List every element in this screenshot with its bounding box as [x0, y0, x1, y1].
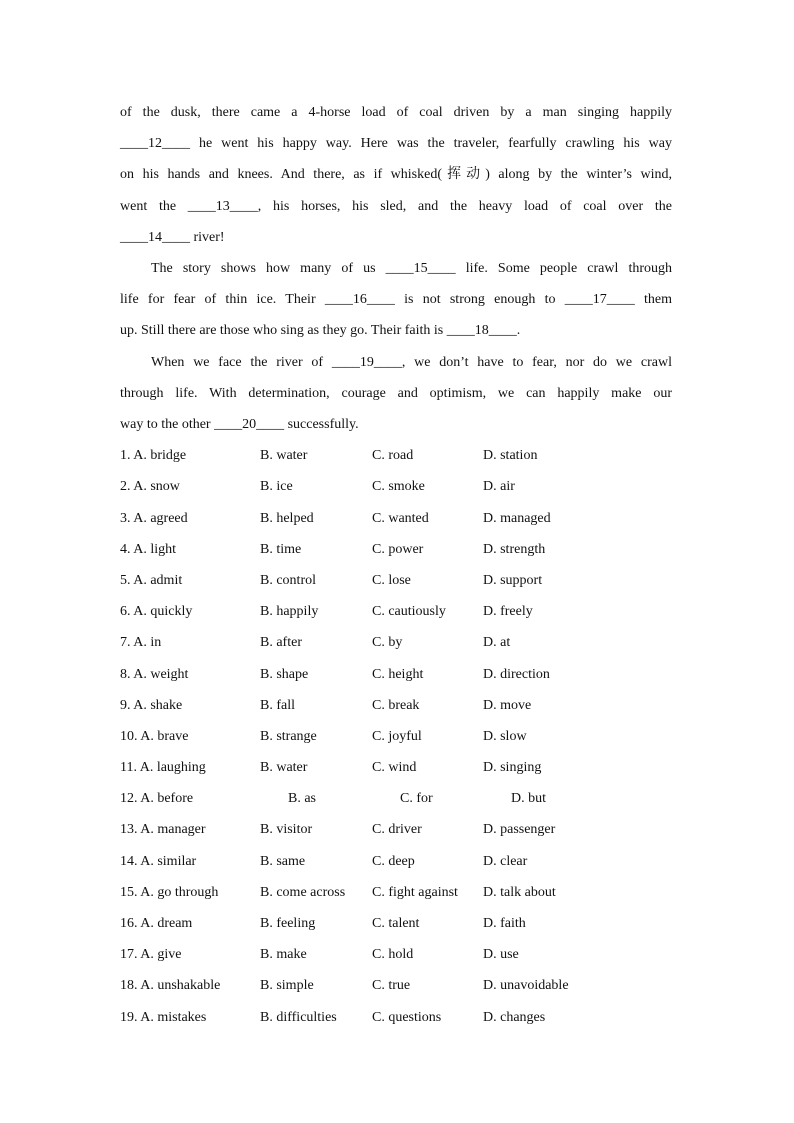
option-c: C. break — [372, 697, 420, 713]
passage-line: When we face the river of ____19____, we don’t have to fear, nor do we crawl — [151, 354, 672, 370]
option-a: 2. A. snow — [120, 479, 180, 495]
option-c: C. true — [372, 978, 411, 994]
option-d: D. use — [483, 947, 519, 963]
option-c: C. hold — [372, 947, 414, 963]
passage-line: ____14____ river! — [120, 229, 225, 245]
option-b: B. time — [260, 541, 302, 557]
option-d: D. but — [511, 791, 546, 807]
passage-paragraph-1 — [120, 97, 672, 253]
option-d: D. station — [483, 448, 538, 464]
question-row — [120, 783, 672, 814]
option-b: B. water — [260, 448, 308, 464]
option-d: D. slow — [483, 728, 527, 744]
option-a: 14. A. similar — [120, 853, 197, 869]
option-d: D. singing — [483, 760, 542, 776]
option-d: D. managed — [483, 510, 551, 526]
option-b: B. as — [288, 791, 316, 807]
option-d: D. air — [483, 479, 515, 495]
passage-paragraph-3 — [120, 347, 672, 441]
option-b: B. shape — [260, 666, 309, 682]
option-d: D. unavoidable — [483, 978, 569, 994]
option-a: 10. A. brave — [120, 728, 189, 744]
option-b: B. same — [260, 853, 306, 869]
option-a: 5. A. admit — [120, 572, 183, 588]
option-c: C. driver — [372, 822, 422, 838]
option-d: D. clear — [483, 853, 528, 869]
question-row — [120, 1002, 672, 1033]
passage-line: went the ____13____, his horses, his sled, and the heavy load of coal over the — [120, 198, 672, 214]
option-a: 9. A. shake — [120, 697, 183, 713]
question-row — [120, 503, 672, 534]
option-a: 12. A. before — [120, 791, 194, 807]
option-c: C. wind — [372, 760, 417, 776]
question-row — [120, 471, 672, 502]
option-d: D. talk about — [483, 884, 556, 900]
option-a: 8. A. weight — [120, 666, 189, 682]
option-b: B. strange — [260, 728, 317, 744]
option-d: D. changes — [483, 1009, 546, 1025]
option-c: C. cautiously — [372, 604, 446, 620]
question-row — [120, 596, 672, 627]
option-b: B. difficulties — [260, 1009, 337, 1025]
question-row — [120, 627, 672, 658]
option-b: B. visitor — [260, 822, 313, 838]
option-b: B. fall — [260, 697, 295, 713]
option-b: B. simple — [260, 978, 314, 994]
option-a: 16. A. dream — [120, 916, 193, 932]
option-d: D. move — [483, 697, 532, 713]
question-row — [120, 752, 672, 783]
option-b: B. happily — [260, 604, 319, 620]
option-c: C. height — [372, 666, 424, 682]
option-c: C. talent — [372, 916, 420, 932]
option-c: C. deep — [372, 853, 415, 869]
option-b: B. come across — [260, 884, 346, 900]
question-row — [120, 877, 672, 908]
option-d: D. freely — [483, 604, 533, 620]
question-row — [120, 908, 672, 939]
passage-line: of the dusk, there came a 4-horse load of coal driven by a man singing happily — [120, 105, 672, 120]
option-b: B. control — [260, 572, 316, 588]
option-b: B. make — [260, 947, 307, 963]
option-a: 17. A. give — [120, 947, 182, 963]
question-row — [120, 721, 672, 752]
question-options-list — [120, 440, 672, 1033]
option-d: D. support — [483, 572, 543, 588]
option-a: 18. A. unshakable — [120, 978, 221, 994]
option-a: 6. A. quickly — [120, 604, 193, 620]
option-b: B. helped — [260, 510, 314, 526]
question-row — [120, 846, 672, 877]
option-a: 13. A. manager — [120, 822, 206, 838]
passage-line: on his hands and knees. And there, as if whisked(挥动) along by the winter’s wind, — [120, 167, 672, 183]
option-a: 4. A. light — [120, 541, 177, 557]
option-c: C. wanted — [372, 510, 429, 526]
passage-line: through life. With determination, courage and optimism, we can happily make our — [120, 385, 672, 401]
question-row — [120, 440, 672, 471]
question-row — [120, 970, 672, 1001]
question-row — [120, 565, 672, 596]
option-d: D. strength — [483, 541, 546, 557]
option-c: C. smoke — [372, 479, 425, 495]
option-b: B. feeling — [260, 916, 316, 932]
option-a: 3. A. agreed — [120, 510, 188, 526]
passage-line: way to the other ____20____ successfully. — [120, 417, 359, 433]
option-a: 15. A. go through — [120, 884, 219, 900]
question-row — [120, 534, 672, 565]
option-b: B. after — [260, 635, 302, 651]
passage-line: life for fear of thin ice. Their ____16____ is not strong enough to ____17____ them — [120, 292, 672, 308]
option-d: D. direction — [483, 666, 550, 682]
document-page — [120, 97, 672, 1033]
option-d: D. passenger — [483, 822, 556, 838]
option-d: D. at — [483, 635, 511, 651]
option-c: C. joyful — [372, 728, 422, 744]
passage-line: ____12____ he went his happy way. Here was the traveler, fearfully crawling his way — [120, 136, 672, 152]
option-c: C. questions — [372, 1009, 442, 1025]
option-a: 11. A. laughing — [120, 760, 206, 776]
option-c: C. by — [372, 635, 403, 651]
option-d: D. faith — [483, 916, 526, 932]
question-row — [120, 939, 672, 970]
passage-paragraph-2 — [120, 253, 672, 347]
passage-line: The story shows how many of us ____15____ life. Some people crawl through — [151, 261, 672, 277]
option-c: C. road — [372, 448, 414, 464]
question-row — [120, 814, 672, 845]
option-c: C. for — [400, 791, 433, 807]
option-a: 7. A. in — [120, 635, 162, 651]
passage-line: up. Still there are those who sing as they go. Their faith is ____18____. — [120, 323, 521, 339]
option-c: C. lose — [372, 572, 411, 588]
option-b: B. water — [260, 760, 308, 776]
option-c: C. power — [372, 541, 424, 557]
question-row — [120, 690, 672, 721]
option-a: 1. A. bridge — [120, 448, 187, 464]
option-c: C. fight against — [372, 884, 458, 900]
option-a: 19. A. mistakes — [120, 1009, 207, 1025]
question-row — [120, 659, 672, 690]
option-b: B. ice — [260, 479, 293, 495]
